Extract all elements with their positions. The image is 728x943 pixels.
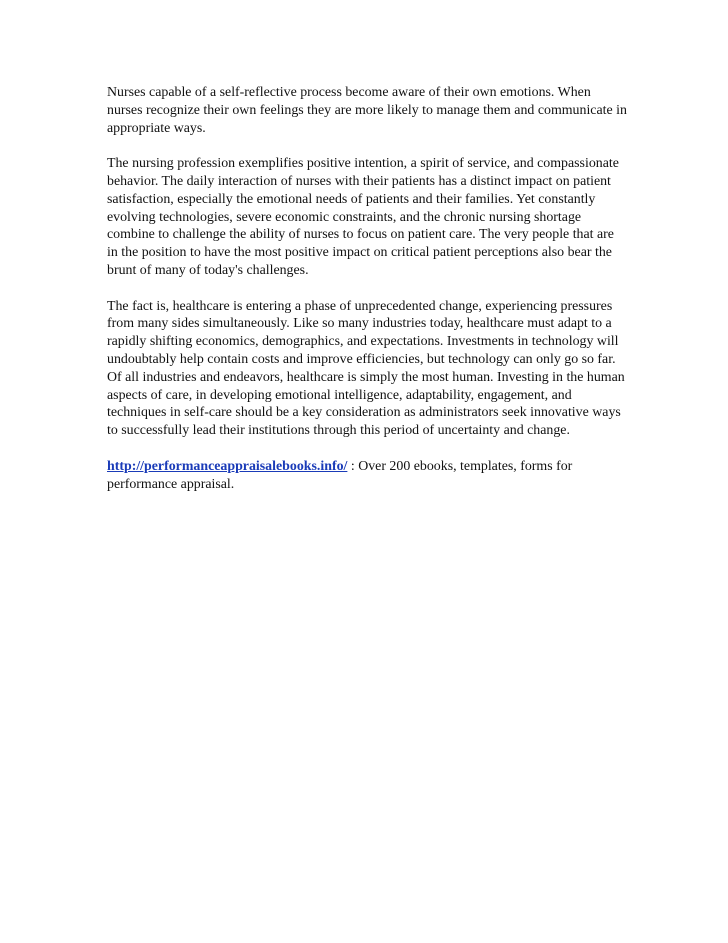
ebooks-link[interactable]: http://performanceappraisalebooks.info/ <box>107 458 348 474</box>
paragraph-3: The fact is, healthcare is entering a phase of unprecedented change, experiencing pressures from many sides simultaneously. Like so many industries today, healthcare must adapt to a rapidly shifting economics, demographics, and expectations. Investments in technology will undoubtably help contain costs and improve efficiencies, but technology can only go so far. Of all industries and endeavors, healthcare is simply the most human. Investing in the human aspects of care, in developing emotional intelligence, adaptability, engagement, and techniques in self-care should be a key consideration as administrators seek innovative ways to successfully lead their institutions through this period of uncertainty and change. <box>107 298 625 439</box>
paragraph-1: Nurses capable of a self-reflective process become aware of their own emotions. When nurses recognize their own feelings they are more likely to manage them and communicate in appropriate ways. <box>107 85 627 136</box>
footer-paragraph <box>107 458 627 494</box>
paragraph-2: The nursing profession exemplifies positive intention, a spirit of service, and compassionate behavior. The daily interaction of nurses with their patients has a distinct impact on patient satisfaction, especially the emotional needs of patients and their families. Yet constantly evolving technologies, severe economic constraints, and the chronic nursing shortage combine to challenge the ability of nurses to focus on patient care. The very people that are in the position to have the most positive impact on critical patient perceptions also bear the brunt of many of today's challenges. <box>107 156 619 278</box>
document-body <box>107 84 627 511</box>
footer-description: : Over 200 ebooks, templates, forms for performance appraisal. <box>107 458 573 492</box>
